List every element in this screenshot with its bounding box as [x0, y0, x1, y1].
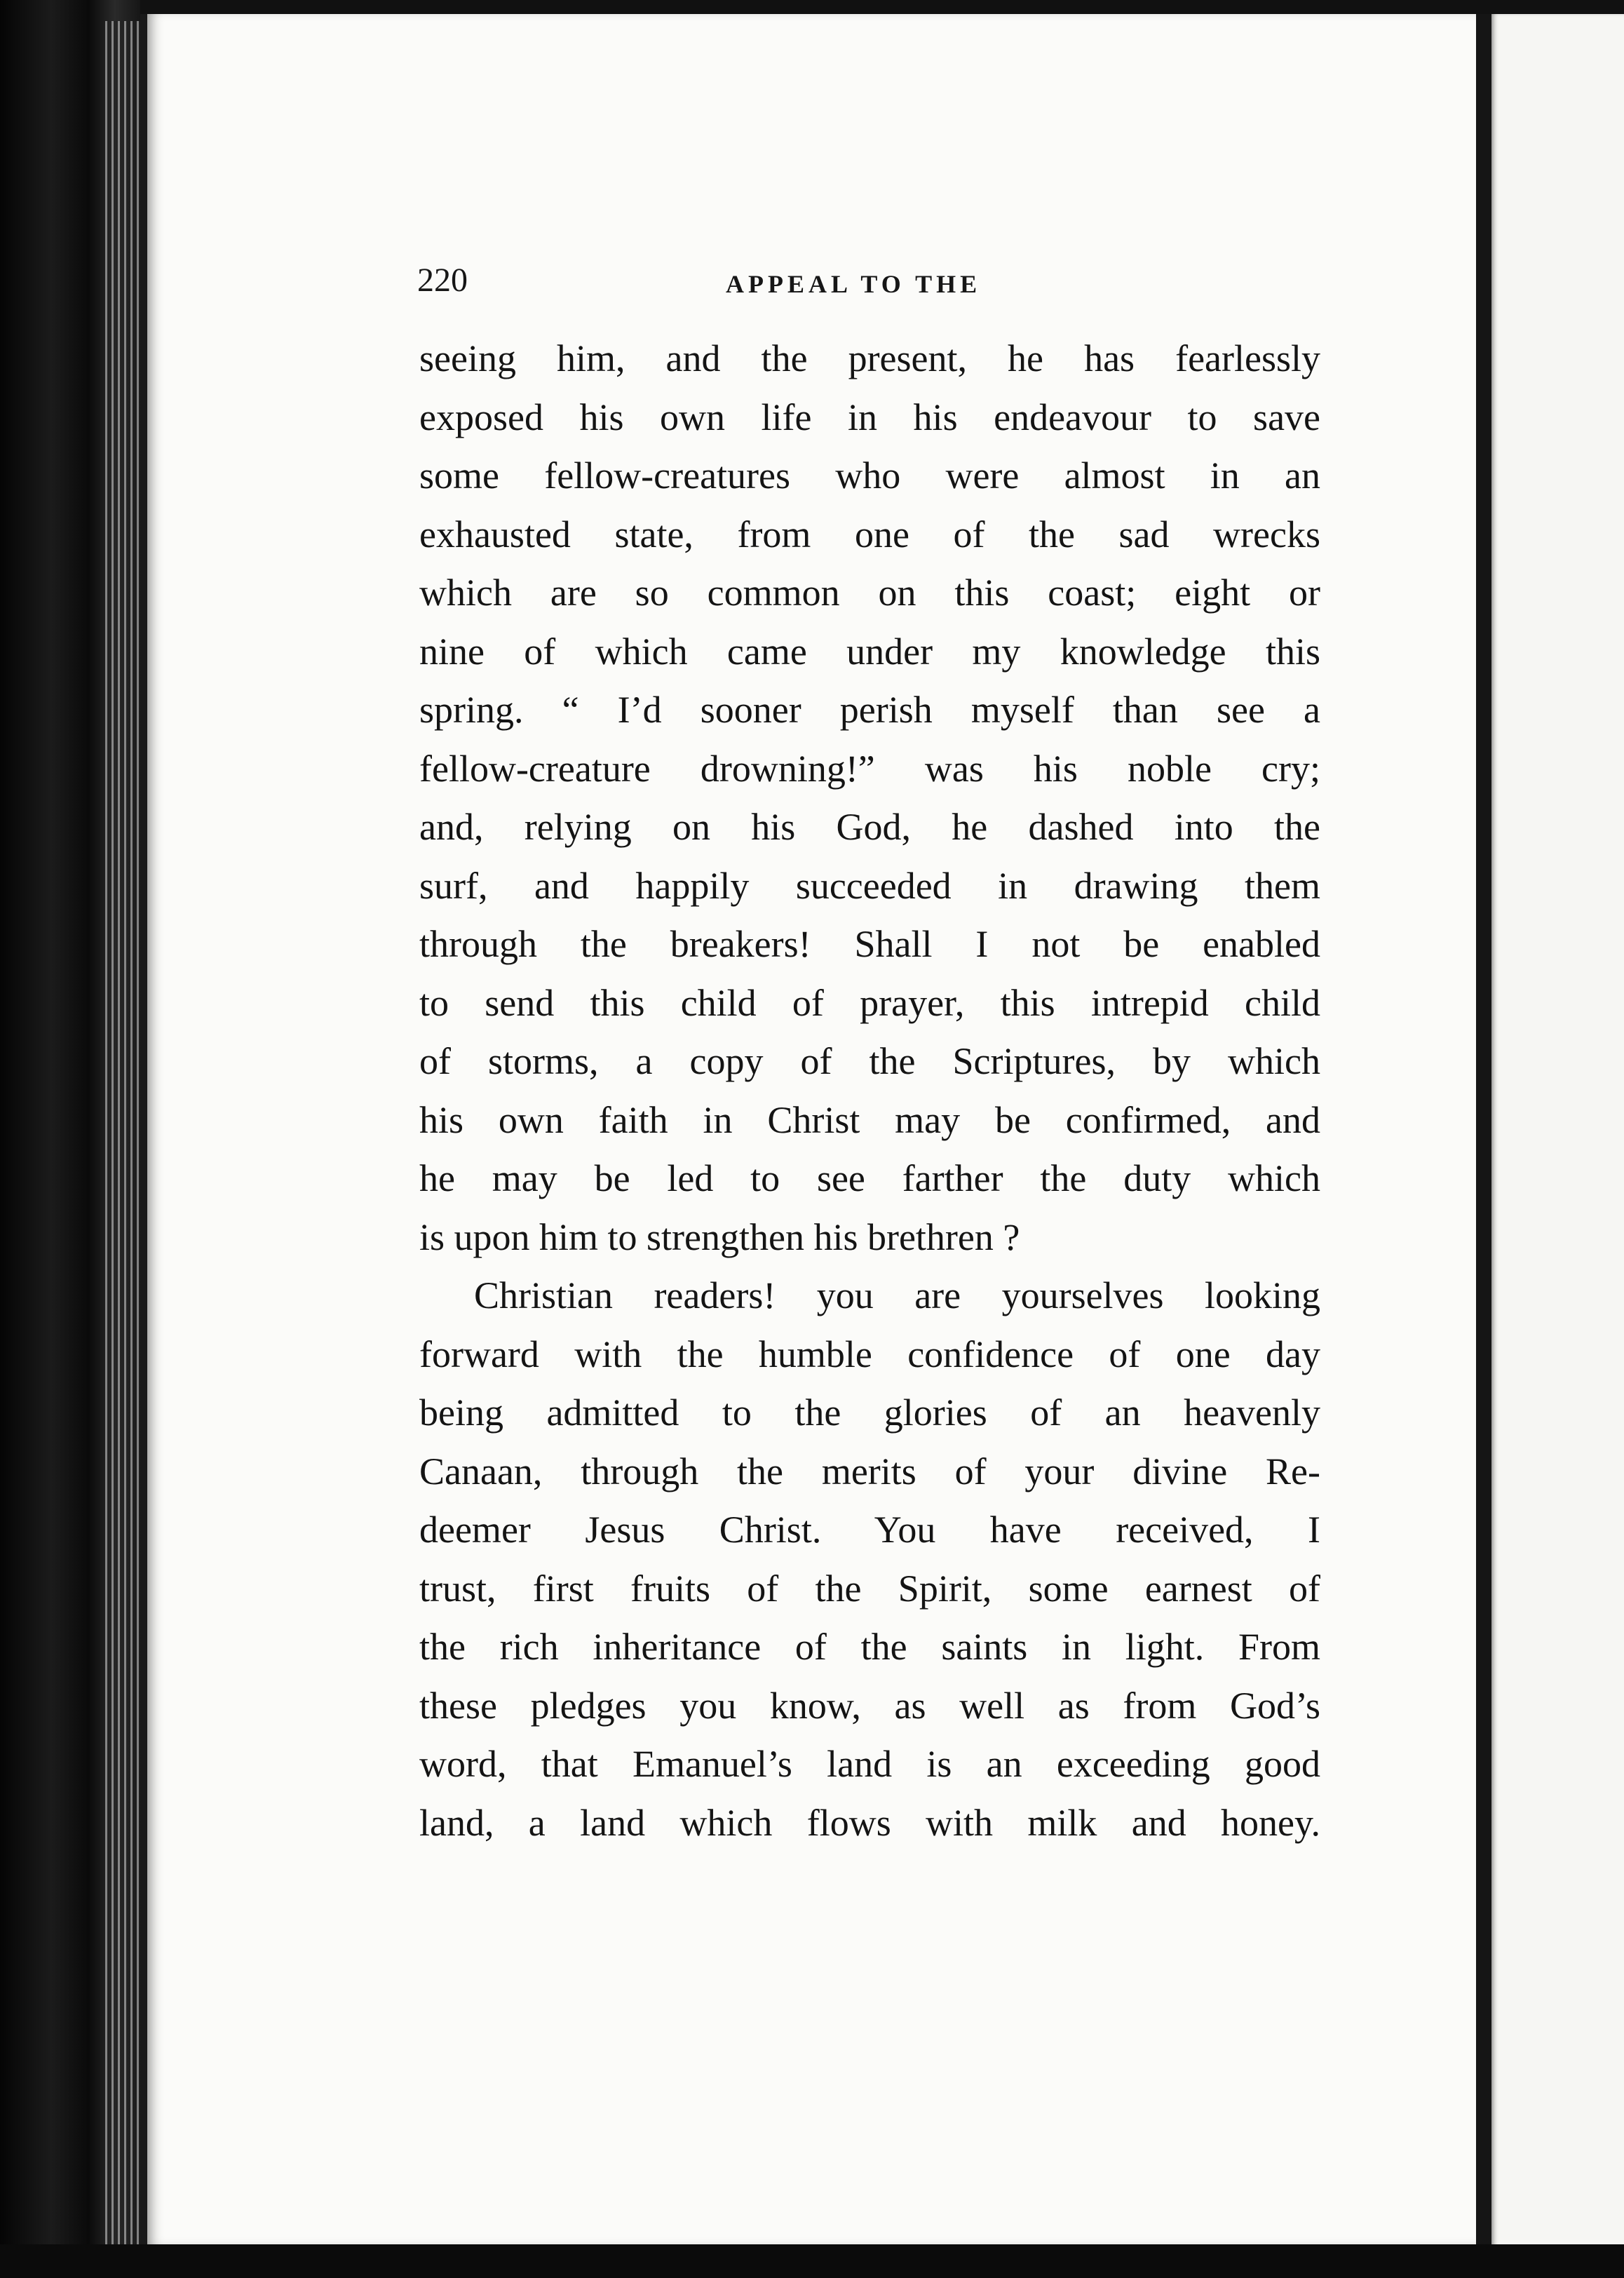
paragraph-1	[419, 330, 1320, 1267]
text-line: being admitted to the glories of an heavenly	[419, 1391, 1320, 1434]
text-line: exhausted state, from one of the sad wrecks	[419, 513, 1320, 555]
text-line: spring. “ I’d sooner perish myself than see a	[419, 689, 1320, 731]
text-line: is upon him to strengthen his brethren ?	[419, 1215, 1020, 1258]
text-line: word, that Emanuel’s land is an exceeding good	[419, 1743, 1320, 1785]
text-line: seeing him, and the present, he has fearlessly	[419, 337, 1320, 379]
body-text	[419, 330, 1320, 1852]
text-line: his own faith in Christ may be confirmed, and	[419, 1098, 1320, 1141]
text-line: through the breakers! Shall I not be enabled	[419, 923, 1320, 965]
text-line: deemer Jesus Christ. You have received, I	[419, 1509, 1320, 1551]
text-line: the rich inheritance of the saints in light. From	[419, 1626, 1320, 1668]
text-line: forward with the humble confidence of one day	[419, 1333, 1320, 1375]
running-head	[417, 261, 1329, 310]
page-gutter	[1476, 14, 1491, 2251]
top-shadow	[140, 0, 1624, 14]
text-line: and, relying on his God, he dashed into the	[419, 806, 1320, 848]
text-line: Christian readers! you are yourselves looking	[474, 1274, 1320, 1316]
text-line: to send this child of prayer, this intrepid child	[419, 981, 1320, 1024]
text-line: he may be led to see farther the duty which	[419, 1157, 1320, 1199]
bottom-shadow	[0, 2244, 1624, 2278]
paragraph-2	[419, 1267, 1320, 1852]
text-line: land, a land which flows with milk and honey.	[419, 1801, 1320, 1844]
text-line: which are so common on this coast; eight or	[419, 572, 1320, 614]
text-line: fellow-creature drowning!” was his noble cry;	[419, 747, 1320, 790]
text-line: nine of which came under my knowledge this	[419, 630, 1320, 673]
page-number: 220	[417, 262, 468, 299]
text-line: of storms, a copy of the Scriptures, by which	[419, 1040, 1320, 1082]
text-line: Canaan, through the merits of your divine Re-	[419, 1450, 1320, 1492]
running-head-title: APPEAL TO THE	[726, 270, 982, 298]
adjacent-page	[1491, 14, 1624, 2251]
text-line: exposed his own life in his endeavour to save	[419, 396, 1320, 438]
text-line: these pledges you know, as well as from God’s	[419, 1684, 1320, 1727]
text-line: some fellow-creatures who were almost in an	[419, 454, 1320, 497]
text-line: trust, first fruits of the Spirit, some earnest of	[419, 1567, 1320, 1610]
text-line: surf, and happily succeeded in drawing them	[419, 864, 1320, 907]
